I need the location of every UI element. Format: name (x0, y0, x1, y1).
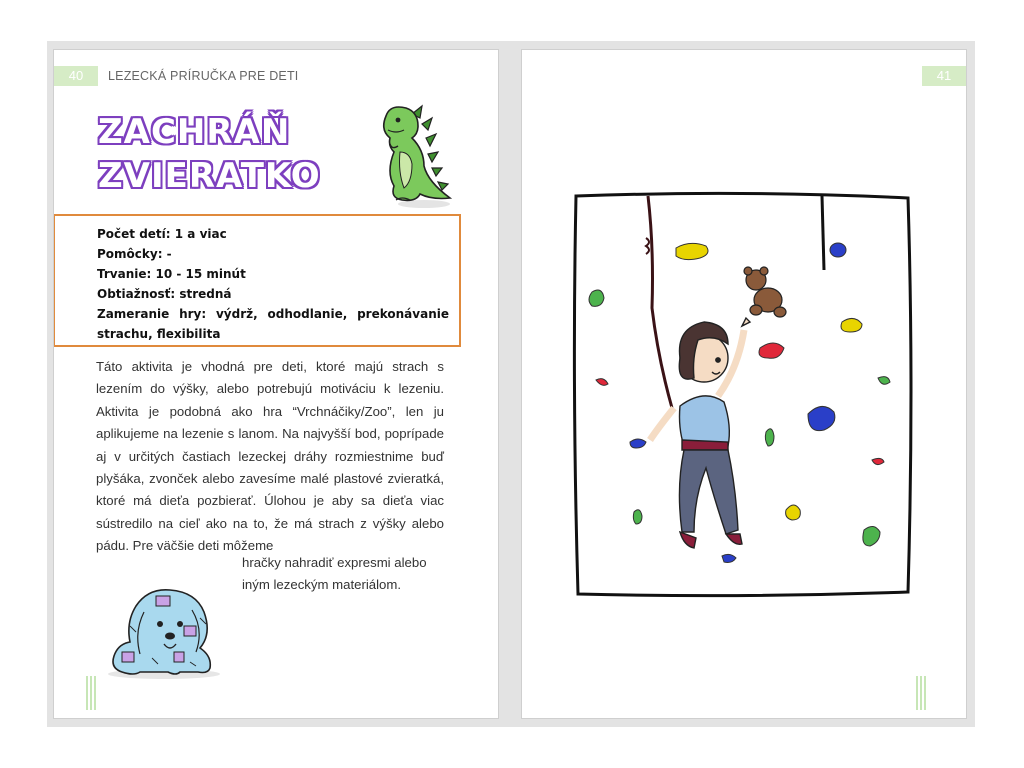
activity-title (98, 110, 321, 198)
elephant-plush-illustration (100, 582, 220, 682)
info-focus: Zameranie hry: výdrž, odhodlanie, prekonávanie strachu, flexibilita (97, 307, 449, 341)
climbing-wall-illustration (568, 188, 918, 608)
dinosaur-illustration (372, 102, 456, 210)
footer-decoration (86, 676, 96, 710)
activity-info-box (53, 214, 461, 347)
title-line-2: ZVIERATKO (98, 156, 321, 196)
activity-description: Táto aktivita je vhodná pre deti, ktoré majú strach s lezením do výšky, alebo potrebujú motiváciu k lezeniu. Aktivita je podobná ako hra “Vrchnáčiky/Zoo”, len ju aplikujeme na lezenie s lanom. Na najvyšší bod, poprípade aj v určitých častiach lezeckej dráhy rozmiestnime buď plyšáka, zvonček alebo zavesíme malé plastové zvieratká, ktoré má dieťa pozbierať. Úlohou je aby sa dieťa viac sústredilo na cieľ ako na to, že má strach z výšky alebo pádu. Pre väčšie deti môžeme (96, 359, 444, 554)
page-number-badge: 40 (54, 66, 98, 86)
document-viewer (47, 41, 975, 727)
info-difficulty: Obtiažnosť: stredná (97, 287, 232, 301)
title-line-1: ZACHRÁŇ (98, 112, 291, 152)
running-header: LEZECKÁ PRÍRUČKA PRE DETI (108, 69, 299, 83)
page-41 (521, 49, 967, 719)
page-40 (53, 49, 499, 719)
footer-decoration (916, 676, 926, 710)
info-children-count: Počet detí: 1 a viac (97, 227, 227, 241)
activity-description-tail: hračky nahradiť expresmi alebo iným lezeckým materiálom. (242, 555, 427, 593)
info-duration: Trvanie: 10 - 15 minút (97, 267, 246, 281)
page-number-badge: 41 (922, 66, 966, 86)
info-equipment: Pomôcky: - (97, 247, 172, 261)
